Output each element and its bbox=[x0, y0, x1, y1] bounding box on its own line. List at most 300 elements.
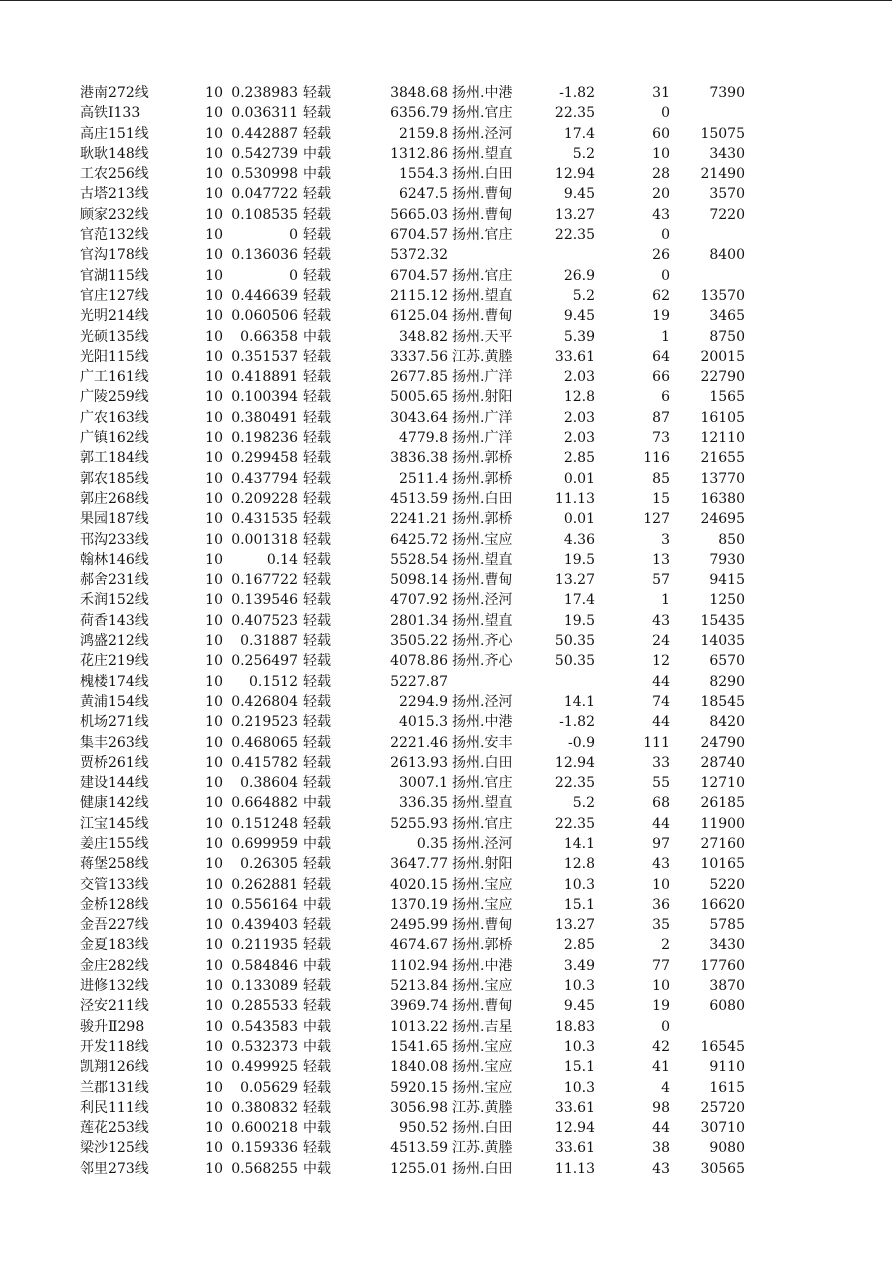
load-status-cell: 轻载 bbox=[303, 85, 331, 101]
capacity-value-cell: 2159.8 bbox=[399, 125, 448, 142]
total-value-cell: 21655 bbox=[700, 450, 745, 467]
distance-value-cell: 2.85 bbox=[563, 450, 595, 467]
capacity-value-cell: 4707.92 bbox=[390, 592, 448, 609]
load-ratio-cell: 0.468065 bbox=[231, 734, 298, 751]
total-value-cell: 3465 bbox=[709, 308, 745, 325]
load-status-cell: 轻载 bbox=[303, 511, 331, 528]
load-status-cell: 轻载 bbox=[303, 754, 331, 771]
substation-cell: 扬州.宝应 bbox=[452, 896, 513, 913]
substation-cell: 扬州.广洋 bbox=[452, 430, 513, 447]
distance-value-cell: 15.1 bbox=[563, 1059, 595, 1076]
load-ratio-cell: 0.133089 bbox=[231, 978, 298, 995]
total-value-cell: 30710 bbox=[700, 1120, 745, 1137]
table-row bbox=[0, 347, 892, 367]
distance-value-cell: 17.4 bbox=[563, 592, 595, 609]
substation-cell: 扬州.齐心 bbox=[452, 653, 513, 670]
capacity-value-cell: 3337.56 bbox=[390, 348, 448, 365]
distance-value-cell: 2.85 bbox=[563, 937, 595, 954]
count-value-cell: 66 bbox=[652, 369, 670, 386]
total-value-cell: 10165 bbox=[700, 856, 745, 873]
voltage-cell: 10 bbox=[205, 1120, 223, 1137]
substation-cell: 扬州.望直 bbox=[452, 287, 513, 304]
capacity-value-cell: 2221.46 bbox=[390, 734, 448, 751]
table-row bbox=[0, 875, 892, 895]
table-row bbox=[0, 935, 892, 955]
distance-value-cell: 12.94 bbox=[554, 754, 595, 771]
distance-value-cell: 2.03 bbox=[563, 369, 595, 386]
total-value-cell: 20015 bbox=[700, 348, 745, 365]
substation-cell: 扬州.宝应 bbox=[452, 1038, 513, 1055]
load-status-cell: 轻载 bbox=[303, 876, 331, 893]
voltage-cell: 10 bbox=[205, 998, 223, 1015]
load-ratio-cell: 0.439403 bbox=[231, 917, 298, 934]
distance-value-cell: -1.82 bbox=[559, 85, 595, 101]
capacity-value-cell: 1255.01 bbox=[390, 1160, 448, 1177]
total-value-cell: 7220 bbox=[709, 206, 745, 223]
table-row bbox=[0, 83, 892, 103]
capacity-value-cell: 6125.04 bbox=[390, 308, 448, 325]
distance-value-cell: 22.35 bbox=[554, 227, 595, 244]
total-value-cell: 1250 bbox=[709, 592, 745, 609]
table-row bbox=[0, 184, 892, 204]
line-name-cell: 兰郡131线 bbox=[80, 1079, 149, 1096]
voltage-cell: 10 bbox=[205, 1059, 223, 1076]
distance-value-cell: 9.45 bbox=[563, 186, 595, 203]
total-value-cell: 12110 bbox=[700, 430, 745, 447]
line-name-cell: 官湖115线 bbox=[80, 267, 149, 284]
substation-cell: 扬州.曹甸 bbox=[452, 572, 513, 589]
load-ratio-cell: 0.100394 bbox=[231, 389, 298, 406]
load-status-cell: 中载 bbox=[303, 1160, 331, 1177]
line-name-cell: 姜庄155线 bbox=[80, 835, 149, 852]
voltage-cell: 10 bbox=[205, 734, 223, 751]
load-status-cell: 轻载 bbox=[303, 572, 331, 589]
distance-value-cell: 11.13 bbox=[554, 490, 595, 507]
voltage-cell: 10 bbox=[205, 856, 223, 873]
voltage-cell: 10 bbox=[205, 85, 223, 101]
count-value-cell: 10 bbox=[652, 978, 670, 995]
voltage-cell: 10 bbox=[205, 633, 223, 650]
load-status-cell: 轻载 bbox=[303, 937, 331, 954]
load-ratio-cell: 0.442887 bbox=[231, 125, 298, 142]
load-ratio-cell: 0.299458 bbox=[231, 450, 298, 467]
line-name-cell: 光明214线 bbox=[80, 308, 149, 325]
load-status-cell: 轻载 bbox=[303, 531, 331, 548]
substation-cell: 扬州.望直 bbox=[452, 145, 513, 162]
total-value-cell: 12710 bbox=[700, 775, 745, 792]
load-status-cell: 中载 bbox=[303, 835, 331, 852]
distance-value-cell: 50.35 bbox=[554, 633, 595, 650]
load-status-cell: 轻载 bbox=[303, 430, 331, 447]
load-status-cell: 轻载 bbox=[303, 450, 331, 467]
line-name-cell: 机场271线 bbox=[80, 714, 149, 731]
load-ratio-cell: 0.136036 bbox=[231, 247, 298, 264]
count-value-cell: 19 bbox=[652, 308, 670, 325]
total-value-cell: 24790 bbox=[700, 734, 745, 751]
load-ratio-cell: 0.431535 bbox=[231, 511, 298, 528]
substation-cell: 扬州.白田 bbox=[452, 754, 513, 771]
distance-value-cell: 4.36 bbox=[563, 531, 595, 548]
load-status-cell: 轻载 bbox=[303, 490, 331, 507]
capacity-value-cell: 2115.12 bbox=[390, 287, 448, 304]
substation-cell: 扬州.吉星 bbox=[452, 1018, 513, 1035]
voltage-cell: 10 bbox=[205, 714, 223, 731]
total-value-cell: 8400 bbox=[709, 247, 745, 264]
count-value-cell: 24 bbox=[652, 633, 670, 650]
substation-cell: 扬州.望直 bbox=[452, 551, 513, 568]
total-value-cell: 7390 bbox=[709, 85, 745, 101]
voltage-cell: 10 bbox=[205, 835, 223, 852]
voltage-cell: 10 bbox=[205, 937, 223, 954]
table-row bbox=[0, 367, 892, 387]
capacity-value-cell: 4513.59 bbox=[390, 490, 448, 507]
count-value-cell: 12 bbox=[652, 653, 670, 670]
capacity-value-cell: 3505.22 bbox=[390, 633, 448, 650]
load-status-cell: 轻载 bbox=[303, 673, 331, 690]
substation-cell: 扬州.郭桥 bbox=[452, 937, 513, 954]
voltage-cell: 10 bbox=[205, 1160, 223, 1177]
capacity-value-cell: 6247.5 bbox=[399, 186, 448, 203]
distance-value-cell: 26.9 bbox=[563, 267, 595, 284]
load-status-cell: 中载 bbox=[303, 896, 331, 913]
capacity-value-cell: 5098.14 bbox=[390, 572, 448, 589]
distance-value-cell: 12.94 bbox=[554, 166, 595, 183]
load-status-cell: 轻载 bbox=[303, 308, 331, 325]
spreadsheet-table bbox=[0, 83, 892, 1179]
line-name-cell: 蒋堡258线 bbox=[80, 856, 149, 873]
load-ratio-cell: 0.209228 bbox=[231, 490, 298, 507]
total-value-cell: 1565 bbox=[709, 389, 745, 406]
capacity-value-cell: 1554.3 bbox=[399, 166, 448, 183]
capacity-value-cell: 1840.08 bbox=[390, 1059, 448, 1076]
load-status-cell: 轻载 bbox=[303, 714, 331, 731]
distance-value-cell: 17.4 bbox=[563, 125, 595, 142]
load-status-cell: 轻载 bbox=[303, 734, 331, 751]
distance-value-cell: 12.8 bbox=[563, 389, 595, 406]
substation-cell: 江苏.黄塍 bbox=[452, 1099, 513, 1116]
total-value-cell: 850 bbox=[718, 531, 745, 548]
voltage-cell: 10 bbox=[205, 247, 223, 264]
table-row bbox=[0, 428, 892, 448]
voltage-cell: 10 bbox=[205, 551, 223, 568]
load-status-cell: 轻载 bbox=[303, 247, 331, 264]
total-value-cell: 28740 bbox=[700, 754, 745, 771]
line-name-cell: 广陵259线 bbox=[80, 389, 149, 406]
count-value-cell: 111 bbox=[643, 734, 670, 751]
load-ratio-cell: 0.060506 bbox=[231, 308, 298, 325]
load-ratio-cell: 0.1512 bbox=[249, 673, 298, 690]
total-value-cell: 27160 bbox=[700, 835, 745, 852]
substation-cell: 扬州.望直 bbox=[452, 612, 513, 629]
count-value-cell: 64 bbox=[652, 348, 670, 365]
total-value-cell: 15435 bbox=[700, 612, 745, 629]
total-value-cell: 8750 bbox=[709, 328, 745, 345]
line-name-cell: 金庄282线 bbox=[80, 957, 149, 974]
distance-value-cell: 10.3 bbox=[563, 876, 595, 893]
voltage-cell: 10 bbox=[205, 1018, 223, 1035]
load-status-cell: 轻载 bbox=[303, 693, 331, 710]
load-status-cell: 中载 bbox=[303, 1038, 331, 1055]
load-status-cell: 中载 bbox=[303, 1120, 331, 1137]
count-value-cell: 60 bbox=[652, 125, 670, 142]
voltage-cell: 10 bbox=[205, 328, 223, 345]
capacity-value-cell: 1541.65 bbox=[390, 1038, 448, 1055]
table-row bbox=[0, 509, 892, 529]
capacity-value-cell: 348.82 bbox=[399, 328, 448, 345]
load-ratio-cell: 0.426804 bbox=[231, 693, 298, 710]
load-status-cell: 轻载 bbox=[303, 287, 331, 304]
line-name-cell: 官范132线 bbox=[80, 227, 149, 244]
substation-cell: 扬州.曹甸 bbox=[452, 308, 513, 325]
load-ratio-cell: 0.499925 bbox=[231, 1059, 298, 1076]
load-ratio-cell: 0.584846 bbox=[231, 957, 298, 974]
count-value-cell: 35 bbox=[652, 917, 670, 934]
count-value-cell: 97 bbox=[652, 835, 670, 852]
voltage-cell: 10 bbox=[205, 795, 223, 812]
load-ratio-cell: 0.139546 bbox=[231, 592, 298, 609]
line-name-cell: 郭庄268线 bbox=[80, 490, 149, 507]
distance-value-cell: 15.1 bbox=[563, 896, 595, 913]
capacity-value-cell: 1013.22 bbox=[390, 1018, 448, 1035]
load-ratio-cell: 0.532373 bbox=[231, 1038, 298, 1055]
capacity-value-cell: 0.35 bbox=[416, 835, 448, 852]
table-row bbox=[0, 306, 892, 326]
voltage-cell: 10 bbox=[205, 166, 223, 183]
table-row bbox=[0, 854, 892, 874]
count-value-cell: 6 bbox=[661, 389, 670, 406]
table-row bbox=[0, 387, 892, 407]
load-status-cell: 轻载 bbox=[303, 389, 331, 406]
line-name-cell: 工农256线 bbox=[80, 166, 149, 183]
line-name-cell: 古塔213线 bbox=[80, 186, 149, 203]
count-value-cell: 3 bbox=[661, 531, 670, 548]
capacity-value-cell: 2511.4 bbox=[399, 470, 448, 487]
line-name-cell: 槐楼174线 bbox=[80, 673, 149, 690]
capacity-value-cell: 5920.15 bbox=[390, 1079, 448, 1096]
load-ratio-cell: 0.664882 bbox=[231, 795, 298, 812]
load-ratio-cell: 0.238983 bbox=[231, 85, 298, 101]
line-name-cell: 利民111线 bbox=[80, 1099, 149, 1116]
count-value-cell: 19 bbox=[652, 998, 670, 1015]
total-value-cell: 5785 bbox=[709, 917, 745, 934]
load-ratio-cell: 0.198236 bbox=[231, 430, 298, 447]
count-value-cell: 20 bbox=[652, 186, 670, 203]
capacity-value-cell: 4015.3 bbox=[399, 714, 448, 731]
load-status-cell: 轻载 bbox=[303, 815, 331, 832]
capacity-value-cell: 6425.72 bbox=[390, 531, 448, 548]
substation-cell: 扬州.中港 bbox=[452, 714, 513, 731]
load-status-cell: 轻载 bbox=[303, 206, 331, 223]
total-value-cell: 8290 bbox=[709, 673, 745, 690]
voltage-cell: 10 bbox=[205, 1079, 223, 1096]
total-value-cell: 26185 bbox=[700, 795, 745, 812]
table-row bbox=[0, 611, 892, 631]
load-ratio-cell: 0.699959 bbox=[231, 835, 298, 852]
line-name-cell: 健康142线 bbox=[80, 795, 149, 812]
count-value-cell: 85 bbox=[652, 470, 670, 487]
table-row bbox=[0, 895, 892, 915]
count-value-cell: 73 bbox=[652, 430, 670, 447]
total-value-cell: 3430 bbox=[709, 145, 745, 162]
total-value-cell: 15075 bbox=[700, 125, 745, 142]
total-value-cell: 16545 bbox=[700, 1038, 745, 1055]
count-value-cell: 57 bbox=[652, 572, 670, 589]
load-status-cell: 轻载 bbox=[303, 470, 331, 487]
load-ratio-cell: 0.256497 bbox=[231, 653, 298, 670]
total-value-cell: 9110 bbox=[709, 1059, 745, 1076]
voltage-cell: 10 bbox=[205, 653, 223, 670]
voltage-cell: 10 bbox=[205, 572, 223, 589]
total-value-cell: 17760 bbox=[700, 957, 745, 974]
count-value-cell: 44 bbox=[652, 673, 670, 690]
count-value-cell: 1 bbox=[661, 328, 670, 345]
line-name-cell: 进修132线 bbox=[80, 978, 149, 995]
line-name-cell: 郭工184线 bbox=[80, 450, 149, 467]
load-status-cell: 轻载 bbox=[303, 653, 331, 670]
table-row bbox=[0, 1138, 892, 1158]
line-name-cell: 建设144线 bbox=[80, 775, 149, 792]
voltage-cell: 10 bbox=[205, 815, 223, 832]
capacity-value-cell: 2241.21 bbox=[390, 511, 448, 528]
table-row bbox=[0, 225, 892, 245]
capacity-value-cell: 2677.85 bbox=[390, 369, 448, 386]
count-value-cell: 41 bbox=[652, 1059, 670, 1076]
load-ratio-cell: 0.14 bbox=[266, 551, 298, 568]
capacity-value-cell: 3056.98 bbox=[390, 1099, 448, 1116]
count-value-cell: 2 bbox=[661, 937, 670, 954]
table-row bbox=[0, 753, 892, 773]
table-row bbox=[0, 570, 892, 590]
distance-value-cell: 5.39 bbox=[563, 328, 595, 345]
capacity-value-cell: 3007.1 bbox=[399, 775, 448, 792]
substation-cell: 扬州.郭桥 bbox=[452, 470, 513, 487]
capacity-value-cell: 6704.57 bbox=[390, 227, 448, 244]
table-row bbox=[0, 144, 892, 164]
table-row bbox=[0, 793, 892, 813]
voltage-cell: 10 bbox=[205, 978, 223, 995]
distance-value-cell: 12.94 bbox=[554, 1120, 595, 1137]
voltage-cell: 10 bbox=[205, 693, 223, 710]
load-status-cell: 轻载 bbox=[303, 612, 331, 629]
capacity-value-cell: 5227.87 bbox=[390, 673, 448, 690]
load-ratio-cell: 0 bbox=[289, 227, 298, 244]
substation-cell: 扬州.宝应 bbox=[452, 978, 513, 995]
voltage-cell: 10 bbox=[205, 430, 223, 447]
substation-cell: 扬州.白田 bbox=[452, 166, 513, 183]
voltage-cell: 10 bbox=[205, 511, 223, 528]
distance-value-cell: 12.8 bbox=[563, 856, 595, 873]
voltage-cell: 10 bbox=[205, 450, 223, 467]
load-ratio-cell: 0.543583 bbox=[231, 1018, 298, 1035]
load-ratio-cell: 0.437794 bbox=[231, 470, 298, 487]
total-value-cell: 3430 bbox=[709, 937, 745, 954]
line-name-cell: 郭农185线 bbox=[80, 470, 149, 487]
load-status-cell: 轻载 bbox=[303, 775, 331, 792]
load-ratio-cell: 0.66358 bbox=[240, 328, 298, 345]
load-status-cell: 中载 bbox=[303, 328, 331, 345]
distance-value-cell: 22.35 bbox=[554, 815, 595, 832]
distance-value-cell: 22.35 bbox=[554, 775, 595, 792]
distance-value-cell: -0.9 bbox=[568, 734, 595, 751]
load-ratio-cell: 0.05629 bbox=[240, 1079, 298, 1096]
total-value-cell: 16620 bbox=[700, 896, 745, 913]
substation-cell: 扬州.曹甸 bbox=[452, 206, 513, 223]
voltage-cell: 10 bbox=[205, 186, 223, 203]
voltage-cell: 10 bbox=[205, 490, 223, 507]
distance-value-cell: 19.5 bbox=[563, 612, 595, 629]
count-value-cell: 1 bbox=[661, 592, 670, 609]
distance-value-cell: 18.83 bbox=[554, 1018, 595, 1035]
count-value-cell: 44 bbox=[652, 1120, 670, 1137]
load-status-cell: 轻载 bbox=[303, 998, 331, 1015]
total-value-cell: 16105 bbox=[700, 409, 745, 426]
table-row bbox=[0, 530, 892, 550]
substation-cell: 扬州.白田 bbox=[452, 490, 513, 507]
total-value-cell: 13770 bbox=[700, 470, 745, 487]
substation-cell: 扬州.射阳 bbox=[452, 389, 513, 406]
count-value-cell: 13 bbox=[652, 551, 670, 568]
substation-cell: 江苏.黄塍 bbox=[452, 1140, 513, 1157]
table-row bbox=[0, 448, 892, 468]
count-value-cell: 38 bbox=[652, 1140, 670, 1157]
table-row bbox=[0, 814, 892, 834]
capacity-value-cell: 2613.93 bbox=[390, 754, 448, 771]
line-name-cell: 广镇162线 bbox=[80, 430, 149, 447]
substation-cell: 扬州.官庄 bbox=[452, 775, 513, 792]
table-row bbox=[0, 286, 892, 306]
capacity-value-cell: 1370.19 bbox=[390, 896, 448, 913]
load-status-cell: 轻载 bbox=[303, 633, 331, 650]
count-value-cell: 15 bbox=[652, 490, 670, 507]
load-ratio-cell: 0.285533 bbox=[231, 998, 298, 1015]
substation-cell: 扬州.郭桥 bbox=[452, 511, 513, 528]
table-row bbox=[0, 1057, 892, 1077]
line-name-cell: 郝舍231线 bbox=[80, 572, 149, 589]
line-name-cell: 官庄127线 bbox=[80, 287, 149, 304]
load-ratio-cell: 0.219523 bbox=[231, 714, 298, 731]
total-value-cell: 21490 bbox=[700, 166, 745, 183]
capacity-value-cell: 1102.94 bbox=[390, 957, 448, 974]
load-ratio-cell: 0.600218 bbox=[231, 1120, 298, 1137]
line-name-cell: 果园187线 bbox=[80, 511, 149, 528]
distance-value-cell: 2.03 bbox=[563, 409, 595, 426]
substation-cell: 扬州.泾河 bbox=[452, 693, 513, 710]
count-value-cell: 43 bbox=[652, 856, 670, 873]
load-status-cell: 轻载 bbox=[303, 348, 331, 365]
voltage-cell: 10 bbox=[205, 754, 223, 771]
table-row bbox=[0, 245, 892, 265]
distance-value-cell: 10.3 bbox=[563, 1038, 595, 1055]
capacity-value-cell: 4078.86 bbox=[390, 653, 448, 670]
table-row bbox=[0, 712, 892, 732]
load-ratio-cell: 0.151248 bbox=[231, 815, 298, 832]
load-status-cell: 中载 bbox=[303, 166, 331, 183]
load-status-cell: 轻载 bbox=[303, 1059, 331, 1076]
count-value-cell: 0 bbox=[661, 267, 670, 284]
table-row bbox=[0, 1078, 892, 1098]
capacity-value-cell: 3647.77 bbox=[390, 856, 448, 873]
count-value-cell: 44 bbox=[652, 815, 670, 832]
table-row bbox=[0, 164, 892, 184]
load-ratio-cell: 0.38604 bbox=[240, 775, 298, 792]
total-value-cell: 30565 bbox=[700, 1160, 745, 1177]
voltage-cell: 10 bbox=[205, 105, 223, 122]
substation-cell: 扬州.广洋 bbox=[452, 369, 513, 386]
line-name-cell: 骏升Ⅱ298 bbox=[80, 1018, 145, 1035]
total-value-cell: 13570 bbox=[700, 287, 745, 304]
capacity-value-cell: 4674.67 bbox=[390, 937, 448, 954]
load-ratio-cell: 0.108535 bbox=[231, 206, 298, 223]
